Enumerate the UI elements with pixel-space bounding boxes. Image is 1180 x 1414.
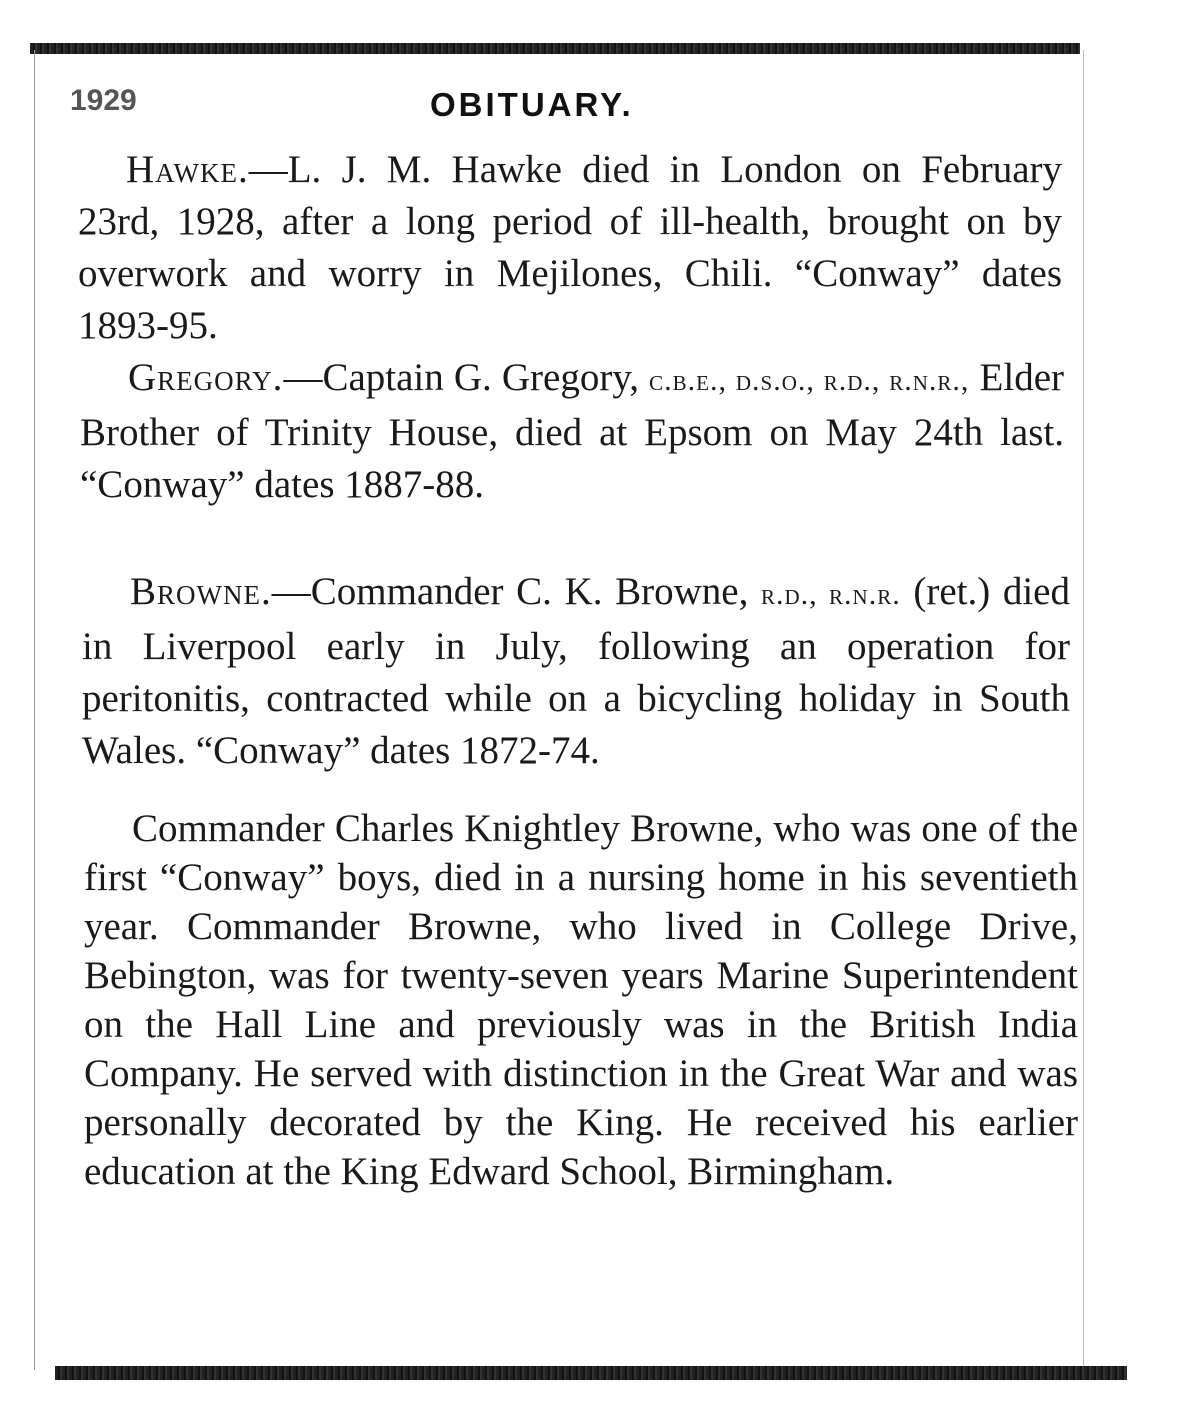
obituary-entry-browne bbox=[82, 566, 1070, 777]
entry-body-end: (ret.) died in Liverpool early in July, following an operation for peritonitis, contracted while on a bicycling holiday in South Wales. “Conway” dates 1872-74. bbox=[82, 570, 1070, 772]
entry-surname: Gregory. bbox=[128, 356, 284, 399]
year-label: 1929 bbox=[70, 84, 137, 117]
tribute-text: Commander Charles Knightley Browne, who was one of the first “Conway” boys, died in a nursing home in his seventieth year. Commander Browne, who lived in College Drive, Bebington, was for twenty-seven years Marine Superintendent on the Hall Line and previously was in the British India Company. He served with distinction in the Great War and was personally decorated by the King. He received his earlier education at the King Edward School, Birmingham. bbox=[84, 807, 1078, 1193]
right-edge-line bbox=[1083, 50, 1084, 1370]
obituary-entry-hawke bbox=[78, 144, 1062, 352]
page-title: OBITUARY. bbox=[430, 86, 634, 123]
entry-honours: r.d., r.n.r. bbox=[760, 578, 901, 611]
tribute-paragraph bbox=[84, 804, 1078, 1196]
entry-body-end: Elder Brother of Trinity House, died at Epsom on May 24th last. “Conway” dates 1887-88. bbox=[80, 356, 1065, 506]
top-rule bbox=[30, 43, 1080, 54]
entry-body: —L. J. M. Hawke died in London on February 23rd, 1928, after a long period of ill-health, brought on by overwork and worry in Mejilones, Chili. “Conway” dates 1893-95. bbox=[78, 148, 1062, 347]
entry-body-start: —Captain G. Gregory, bbox=[283, 356, 650, 399]
entry-surname: Browne. bbox=[130, 570, 272, 613]
obituary-entry-gregory bbox=[80, 352, 1064, 511]
entry-body-start: —Commander C. K. Browne, bbox=[271, 570, 761, 613]
entry-surname: Hawke. bbox=[126, 148, 249, 191]
left-edge-line bbox=[34, 50, 35, 1370]
entry-honours: c.b.e., d.s.o., r.d., r.n.r., bbox=[649, 364, 970, 397]
bottom-rule bbox=[55, 1366, 1127, 1380]
